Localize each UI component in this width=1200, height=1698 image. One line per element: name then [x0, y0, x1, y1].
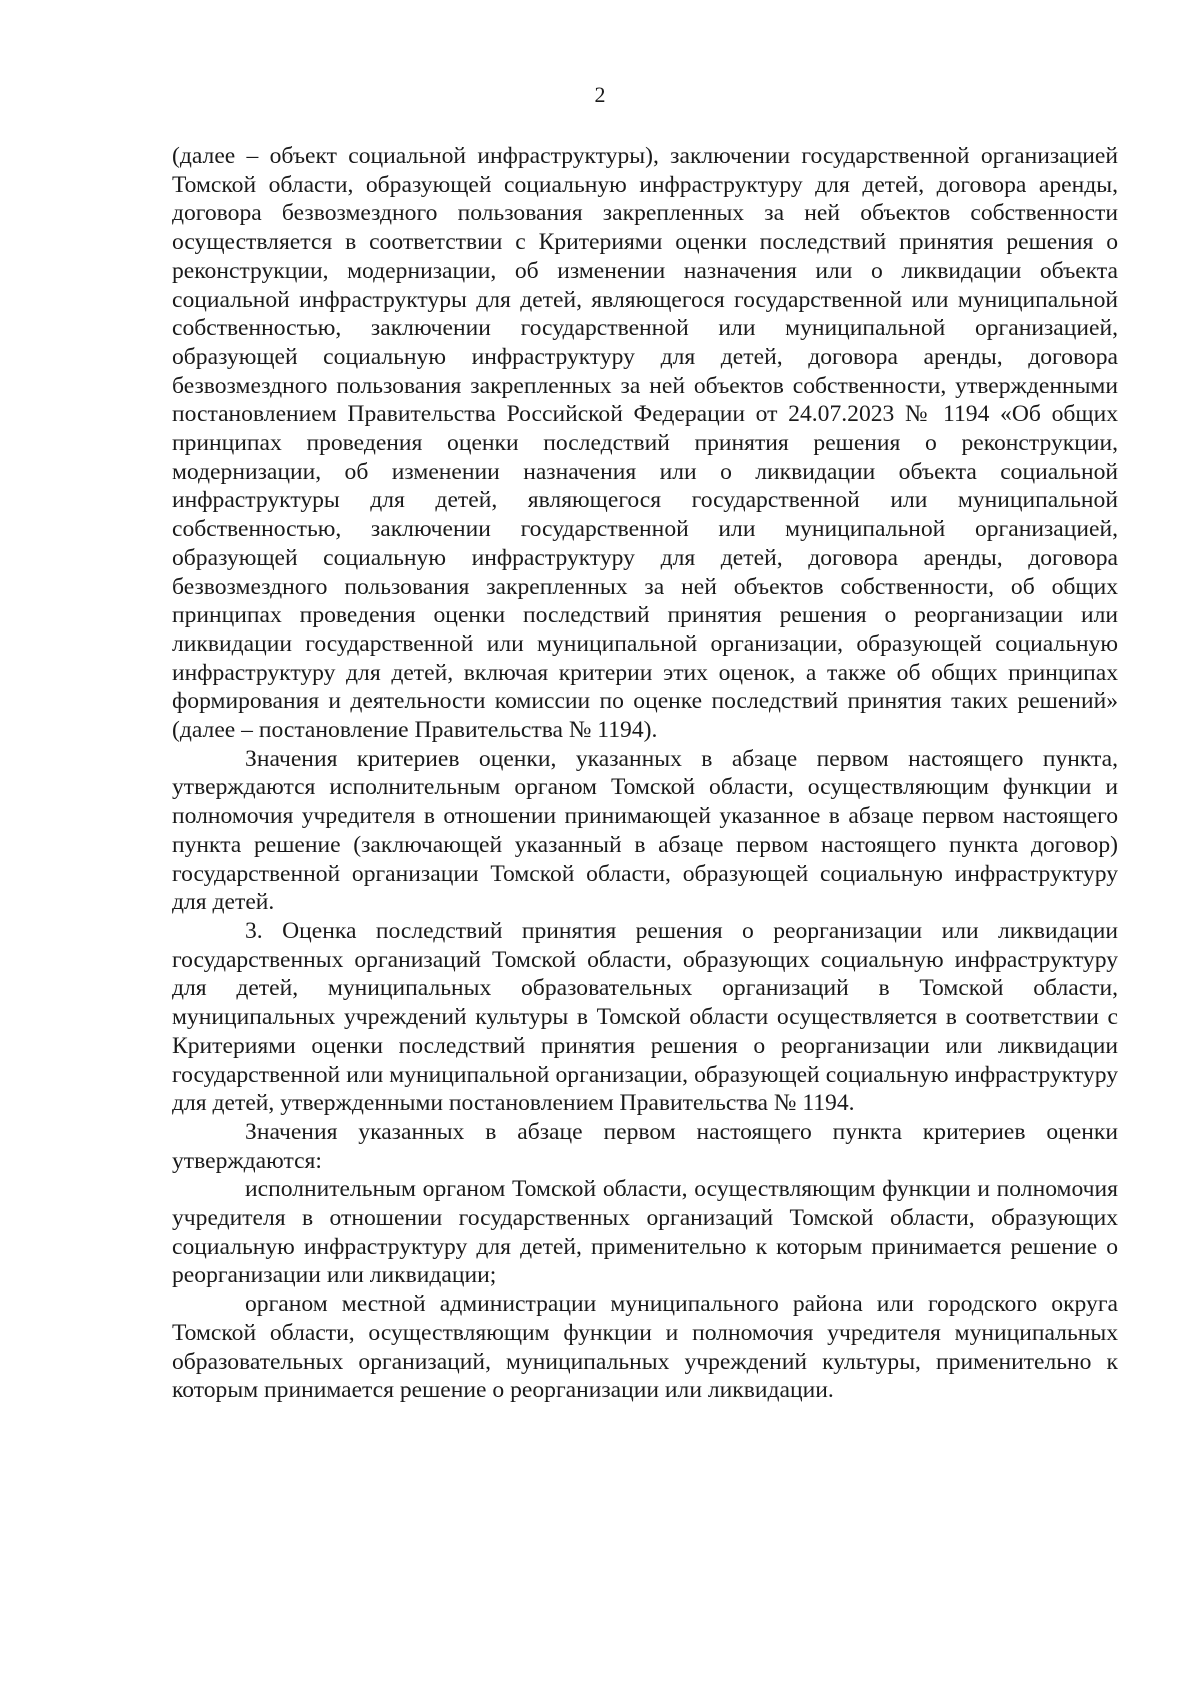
paragraph-item-3: 3. Оценка последствий принятия решения о реорганизации или ликвидации государственных организаций Томской области, образующих социальную инфраструктуру для детей, муниципальных образовательных организаций в Томской области, муниципальных учреждений культуры в Томской области осуществляется в соответствии с Критериями оценки последствий принятия решения о реорганизации или ликвидации государственной или муниципальной организации, образующей социальную инфраструктуру для детей, утвержденными постановлением Правительства № 1194. — [172, 917, 1118, 1117]
page-number: 2 — [594, 82, 606, 107]
paragraph-criteria-approval: Значения указанных в абзаце первом настоящего пункта критериев оценки утверждаются: — [172, 1118, 1118, 1174]
paragraph-continuation: (далее – объект социальной инфраструктуры), заключении государственной организацией Томской области, образующей социальную инфраструктуру для детей, договора аренды, договора безвозмездного пользования закрепленных за ней объектов собственности осуществляется в соответствии с Критериями оценки последствий принятия решения о реконструкции, модернизации, об изменении назначения или о ликвидации объекта социальной инфраструктуры для детей, являющегося государственной или муниципальной собственностью, заключении государственной или муниципальной организацией, образующей социальную инфраструктуру для детей, договора аренды, договора безвозмездного пользования закрепленных за ней объектов собственности, утвержденными постановлением Правительства Российской Федерации от 24.07.2023 № 1194 «Об общих принципах проведения оценки последствий принятия решения о реконструкции, модернизации, об изменении назначения или о ликвидации объекта социальной инфраструктуры для детей, являющегося государственной или муниципальной собственностью, заключении государственной или муниципальной организацией, образующей социальную инфраструктуру для детей, договора аренды, договора безвозмездного пользования закрепленных за ней объектов собственности, об общих принципах проведения оценки последствий принятия решения о реорганизации или ликвидации государственной или муниципальной организации, образующей социальную инфраструктуру для детей, включая критерии этих оценок, а также об общих принципах формирования и деятельности комиссии по оценке последствий принятия таких решений» (далее – постановление Правительства № 1194). — [172, 143, 1118, 744]
paragraph-executive-body: исполнительным органом Томской области, осуществляющим функции и полномочия учредителя в отношении государственных организаций Томской области, образующих социальную инфраструктуру для детей, применительно к которым принимается решение о реорганизации или ликвидации; — [172, 1176, 1118, 1289]
paragraph-local-administration: органом местной администрации муниципального района или городского округа Томской области, осуществляющим функции и полномочия учредителя муниципальных образовательных организаций, муниципальных учреждений культуры, применительно к которым принимается решение о реорганизации или ликвидации. — [172, 1291, 1118, 1404]
document-body — [172, 142, 1118, 1405]
paragraph-criteria-values: Значения критериев оценки, указанных в абзаце первом настоящего пункта, утверждаются исполнительным органом Томской области, осуществляющим функции и полномочия учредителя в отношении принимающей указанное в абзаце первом настоящего пункта решение (заключающей указанный в абзаце первом настоящего пункта договор) государственной организации Томской области, образующей социальную инфраструктуру для детей. — [172, 745, 1118, 916]
